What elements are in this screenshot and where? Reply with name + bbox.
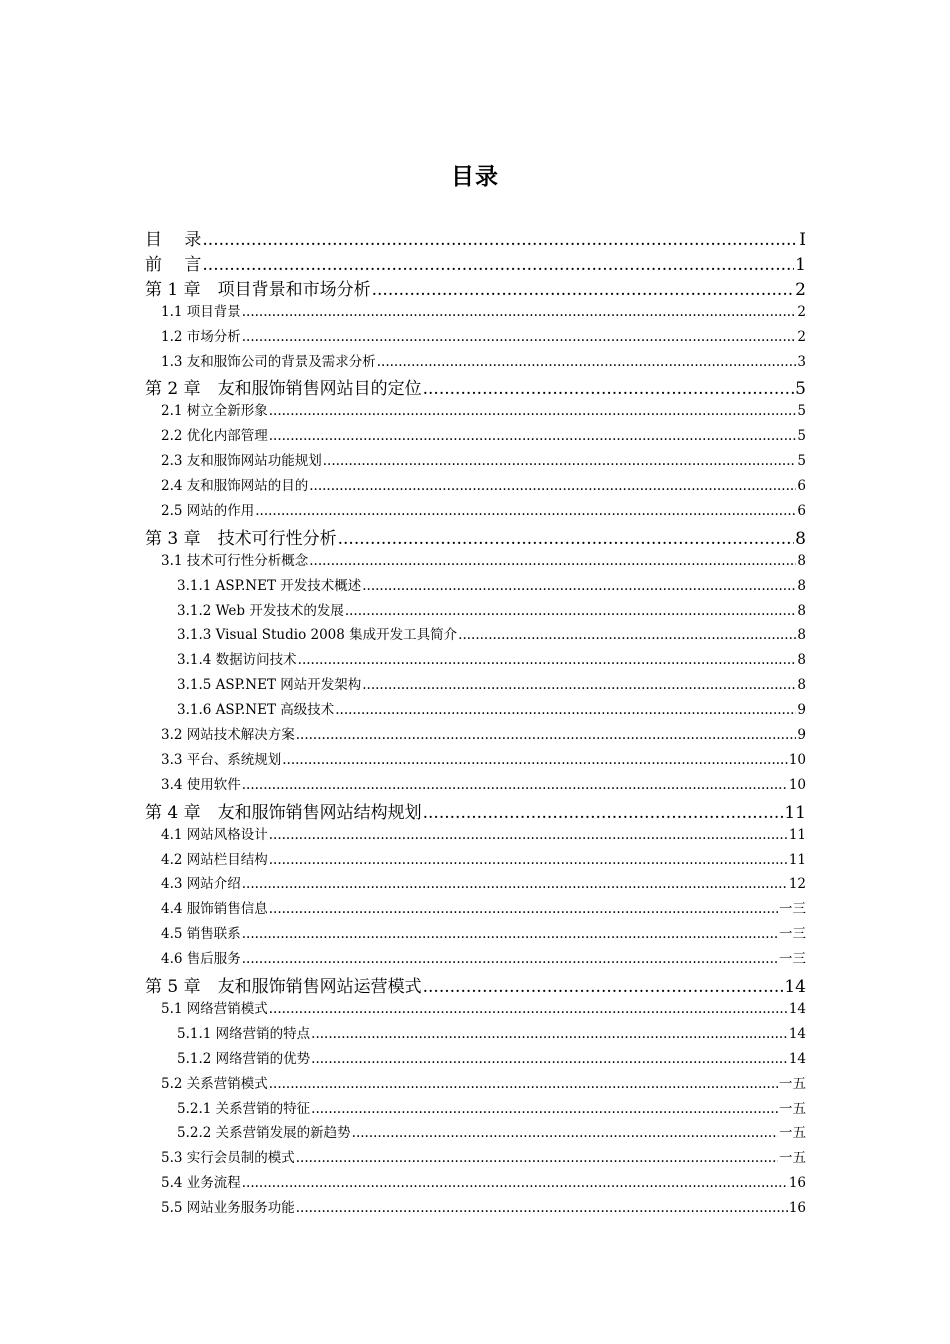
toc-dot-leader (362, 677, 796, 693)
toc-entry-page-number: 6 (797, 478, 806, 494)
toc-entry-label: 2.3 友和服饰网站功能规划 (161, 453, 322, 470)
toc-entry-page-number: 一五 (779, 1125, 806, 1142)
toc-dot-leader (269, 403, 797, 419)
toc-entry-label: 前 言 (145, 254, 202, 275)
toc-entry-label: 4.2 网站栏目结构 (161, 851, 268, 868)
toc-dot-leader (338, 529, 795, 549)
toc-dot-leader (269, 901, 778, 917)
toc-entry[interactable] (177, 599, 806, 619)
toc-entry-label: 第 5 章 友和服饰销售网站运营模式 (145, 977, 422, 997)
toc-entry-label: 4.1 网站风格设计 (161, 826, 268, 843)
toc-entry-page-number: 11 (788, 826, 806, 843)
toc-entry-label: 2.1 树立全新形象 (161, 403, 268, 420)
toc-entry[interactable] (161, 1171, 806, 1191)
toc-entry[interactable] (161, 848, 806, 868)
toc-entry-page-number: 14 (788, 1025, 806, 1042)
toc-entry-page-number: 8 (797, 577, 806, 594)
toc-dot-leader (202, 230, 798, 250)
toc-entry-label: 5.1 网络营销模式 (161, 1000, 268, 1017)
toc-entry-page-number: 14 (788, 1050, 806, 1067)
toc-dot-leader (345, 603, 797, 619)
toc-dot-leader (335, 702, 796, 718)
toc-entry[interactable] (177, 574, 806, 594)
toc-entry[interactable] (145, 225, 806, 250)
toc-entry-label: 3.1.2 Web 开发技术的发展 (177, 602, 344, 619)
toc-entry[interactable] (177, 698, 806, 718)
toc-entry-label: 3.1.3 Visual Studio 2008 集成开发工具简介 (177, 627, 458, 644)
toc-dot-leader (242, 1175, 788, 1191)
toc-dot-leader (296, 1200, 788, 1216)
toc-entry[interactable] (145, 275, 806, 300)
toc-entry[interactable] (161, 350, 806, 370)
toc-dot-leader (423, 379, 795, 399)
toc-entry-label: 第 3 章 技术可行性分析 (145, 528, 337, 549)
toc-entry[interactable] (161, 823, 806, 843)
toc-entry[interactable] (161, 897, 806, 917)
toc-entry-page-number: 5 (795, 379, 806, 400)
toc-entry[interactable] (145, 374, 806, 399)
toc-dot-leader (423, 803, 784, 823)
toc-entry[interactable] (161, 872, 806, 892)
toc-entry-page-number: 5 (797, 453, 806, 470)
toc-dot-leader (362, 578, 796, 594)
toc-entry-page-number: 9 (797, 727, 806, 743)
toc-entry-label: 3.1.1 ASP.NET 开发技术概述 (177, 577, 362, 594)
toc-entry-label: 5.2 关系营销模式 (161, 1075, 268, 1092)
toc-entry-label: 5.5 网站业务服务功能 (161, 1200, 295, 1217)
toc-entry-label: 1.3 友和服饰公司的背景及需求分析 (161, 353, 376, 370)
toc-entry-label: 第 4 章 友和服饰销售网站结构规划 (145, 802, 422, 823)
toc-entry-label: 3.3 平台、系统规划 (161, 751, 282, 768)
toc-entry-page-number: 14 (788, 1000, 806, 1017)
toc-entry-label: 4.3 网站介绍 (161, 876, 241, 893)
toc-dot-leader (311, 1026, 788, 1042)
toc-entry-label: 3.1.5 ASP.NET 网站开发架构 (177, 677, 362, 694)
toc-entry[interactable] (161, 449, 806, 469)
toc-entry[interactable] (177, 1022, 806, 1042)
toc-dot-leader (269, 1001, 788, 1017)
toc-entry-page-number: 2 (795, 279, 806, 300)
toc-entry[interactable] (161, 1196, 806, 1216)
toc-entry-page-number: 8 (797, 627, 806, 644)
toc-entry[interactable] (177, 1097, 806, 1117)
toc-dot-leader (423, 977, 784, 997)
toc-entry[interactable] (161, 1146, 806, 1166)
toc-dot-leader (242, 329, 797, 345)
toc-entry-page-number: 8 (797, 552, 806, 569)
toc-entry-page-number: 一五 (779, 1100, 806, 1117)
toc-entry-page-number: 6 (797, 502, 806, 519)
toc-entry[interactable] (161, 399, 806, 419)
toc-entry-label: 5.1.1 网络营销的特点 (177, 1025, 311, 1042)
toc-entry-label: 4.4 服饰销售信息 (161, 901, 268, 918)
toc-dot-leader (372, 280, 795, 300)
toc-dot-leader (458, 627, 796, 643)
toc-entry-page-number: 9 (797, 702, 806, 719)
toc-entry[interactable] (161, 499, 806, 519)
toc-entry-page-number: 14 (784, 977, 806, 997)
toc-dot-leader (269, 852, 788, 868)
toc-entry-page-number: 11 (784, 802, 806, 823)
toc-entry-page-number: 5 (797, 428, 806, 445)
toc-dot-leader (282, 752, 788, 768)
toc-entry-label: 3.4 使用软件 (161, 776, 241, 793)
toc-entry-page-number: 一五 (779, 1075, 806, 1092)
toc-entry[interactable] (177, 1121, 806, 1141)
toc-entry[interactable] (177, 648, 806, 668)
toc-entry-page-number: 一五 (779, 1150, 806, 1167)
toc-entry-page-number: 8 (797, 677, 806, 694)
toc-dot-leader (296, 1150, 778, 1166)
toc-entry-label: 3.2 网站技术解决方案 (161, 727, 295, 743)
toc-entry-label: 4.6 售后服务 (161, 951, 241, 968)
toc-entry-label: 1.2 市场分析 (161, 328, 241, 345)
toc-entry-label: 5.3 实行会员制的模式 (161, 1150, 295, 1167)
toc-entry-label: 3.1.6 ASP.NET 高级技术 (177, 702, 335, 719)
toc-entry-page-number: I (799, 230, 806, 250)
toc-entry[interactable] (161, 1072, 806, 1092)
toc-dot-leader (242, 304, 797, 320)
toc-entry-page-number: 16 (788, 1200, 806, 1217)
toc-entry-label: 4.5 销售联系 (161, 926, 241, 943)
toc-entry[interactable] (161, 748, 806, 768)
toc-entry[interactable] (145, 250, 806, 275)
toc-entry[interactable] (161, 723, 806, 743)
toc-entry[interactable] (145, 524, 806, 549)
toc-entry[interactable] (177, 1047, 806, 1067)
toc-entry-label: 第 2 章 友和服饰销售网站目的定位 (145, 379, 422, 400)
toc-entry[interactable] (177, 673, 806, 693)
toc-entry-page-number: 一三 (779, 901, 806, 918)
toc-entry-page-number: 16 (788, 1175, 806, 1192)
toc-entry-page-number: 10 (788, 751, 806, 768)
toc-entry[interactable] (161, 997, 806, 1017)
toc-dot-leader (309, 553, 796, 569)
toc-dot-leader (269, 1076, 778, 1092)
toc-entry-label: 5.4 业务流程 (161, 1175, 241, 1192)
toc-dot-leader (242, 777, 788, 793)
toc-dot-leader (377, 354, 797, 370)
toc-entry-page-number: 2 (797, 303, 806, 320)
toc-dot-leader (352, 1125, 778, 1141)
toc-entry-label: 3.1.4 数据访问技术 (177, 652, 297, 669)
toc-entry-page-number: 2 (797, 328, 806, 345)
toc-entry-page-number: 11 (788, 851, 806, 868)
toc-entry-label: 1.1 项目背景 (161, 303, 241, 320)
toc-dot-leader (323, 453, 797, 469)
page-title: 目录 (451, 164, 499, 190)
toc-dot-leader (269, 827, 788, 843)
toc-entry-label: 2.5 网站的作用 (161, 502, 255, 519)
toc-dot-leader (255, 503, 796, 519)
toc-entry-page-number: 一三 (779, 926, 806, 943)
toc-entry[interactable] (161, 474, 806, 494)
toc-entry-label: 3.1 技术可行性分析概念 (161, 552, 309, 569)
toc-entry-page-number: 8 (797, 652, 806, 669)
toc-dot-leader (202, 255, 794, 275)
toc-entry-label: 5.2.2 关系营销发展的新趋势 (177, 1125, 351, 1142)
toc-dot-leader (269, 428, 797, 444)
toc-dot-leader (311, 1101, 778, 1117)
toc-entry[interactable] (161, 549, 806, 569)
toc-entry-label: 2.2 优化内部管理 (161, 428, 268, 445)
toc-entry-page-number: 12 (788, 876, 806, 893)
toc-entry[interactable] (161, 773, 806, 793)
toc-entry-label: 第 1 章 项目背景和市场分析 (145, 279, 371, 300)
toc-dot-leader (309, 478, 796, 494)
toc-entry-page-number: 3 (797, 353, 806, 370)
toc-entry[interactable] (161, 947, 806, 967)
toc-dot-leader (242, 926, 778, 942)
toc-entry[interactable] (161, 325, 806, 345)
toc-dot-leader (242, 876, 788, 892)
toc-entry-label: 5.2.1 关系营销的特征 (177, 1100, 311, 1117)
toc-entry[interactable] (145, 798, 806, 823)
toc-entry[interactable] (161, 922, 806, 942)
toc-entry-label: 2.4 友和服饰网站的目的 (161, 478, 309, 494)
toc-entry-label: 目 录 (145, 230, 202, 250)
toc-dot-leader (296, 727, 797, 743)
toc-entry[interactable] (177, 623, 806, 643)
toc-dot-leader (242, 951, 778, 967)
toc-entry-page-number: 8 (797, 602, 806, 619)
toc-entry-page-number: 一三 (779, 951, 806, 968)
toc-entry-page-number: 10 (788, 776, 806, 793)
toc-entry[interactable] (161, 424, 806, 444)
toc-dot-leader (298, 652, 797, 668)
toc-entry-page-number: 1 (795, 254, 806, 275)
toc-entry[interactable] (145, 972, 806, 997)
toc-entry-page-number: 8 (795, 528, 806, 549)
toc-entry[interactable] (161, 300, 806, 320)
toc-dot-leader (311, 1051, 788, 1067)
toc-entry-label: 5.1.2 网络营销的优势 (177, 1050, 311, 1067)
toc-entry-page-number: 5 (797, 403, 806, 420)
